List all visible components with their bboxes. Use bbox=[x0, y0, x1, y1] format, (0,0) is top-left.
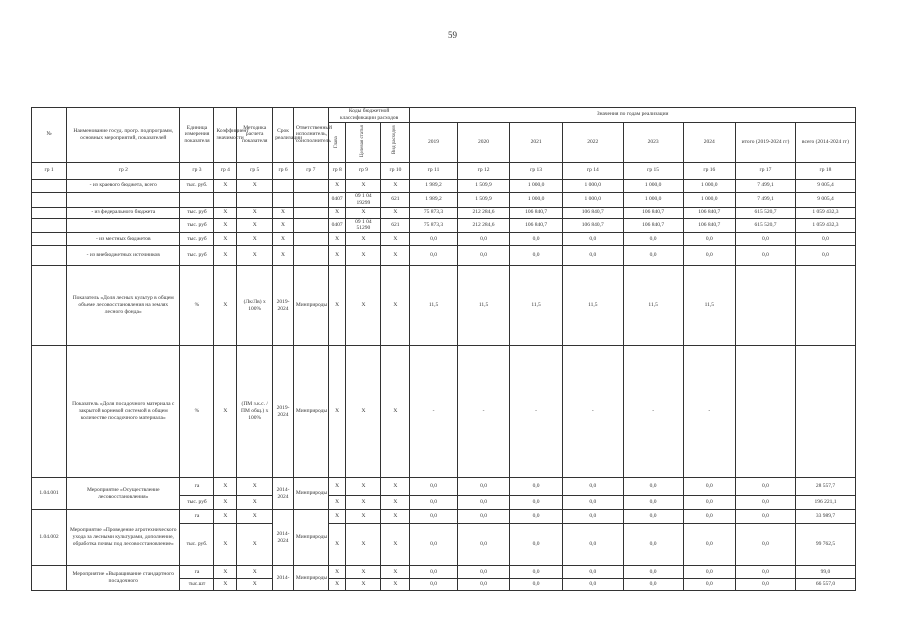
cell-value: 1 059 432,3 bbox=[795, 218, 855, 233]
cell-num bbox=[32, 233, 67, 246]
column-number-row bbox=[32, 162, 856, 179]
cell-num: 1.04.002 bbox=[32, 510, 67, 566]
cell-value: 1 000,0 bbox=[623, 179, 683, 192]
cell-value: 7 499,1 bbox=[736, 179, 796, 192]
cell-coef: X bbox=[214, 218, 237, 233]
cell-bk: X bbox=[346, 510, 381, 524]
cell-bk: 621 bbox=[381, 218, 410, 233]
cell-value: 0,0 bbox=[736, 524, 796, 566]
cell-value: 0,0 bbox=[410, 510, 457, 524]
cell-value: 0,0 bbox=[510, 478, 563, 496]
cell-bk: X bbox=[346, 266, 381, 346]
cell-value: 0,0 bbox=[562, 524, 623, 566]
cell-bk: X bbox=[346, 496, 381, 510]
cell-name: Мероприятие «Проведение агротехнического ухода за лесными культурами, дополнение, обработка почвы под лесовосстановление» bbox=[67, 510, 180, 566]
header-year-2024: 2024 bbox=[683, 122, 736, 162]
cell-value: 99 762,5 bbox=[795, 524, 855, 566]
cell-bk: 09 1 04 51290 bbox=[346, 218, 381, 233]
header-bk-chapter: Глава bbox=[328, 122, 346, 162]
cell-value: - bbox=[410, 346, 457, 478]
cell-name: Мероприятие «Выращивание стандартного посадочного bbox=[67, 566, 180, 591]
cell-bk: 0407 bbox=[328, 192, 346, 207]
header-values-group: Значения по годам реализации bbox=[410, 108, 856, 123]
cell-value: 0,0 bbox=[457, 579, 510, 591]
cell-bk: X bbox=[381, 566, 410, 579]
header-responsible: Ответственный исполнитель, соисполнитель bbox=[293, 108, 328, 163]
cell-term: X bbox=[273, 218, 294, 233]
cell-coef: X bbox=[214, 266, 237, 346]
cell-value bbox=[795, 346, 855, 478]
cell-value: 11,5 bbox=[510, 266, 563, 346]
cell-value bbox=[736, 346, 796, 478]
cell-coef: X bbox=[214, 346, 237, 478]
cell-value: 0,0 bbox=[736, 510, 796, 524]
cell-value: 0,0 bbox=[410, 566, 457, 579]
cell-value: 1 059 432,3 bbox=[795, 207, 855, 218]
cell-method: (ПМ з.к.с. / ПМ общ.) х 100% bbox=[237, 346, 273, 478]
cell-value: 106 840,7 bbox=[623, 207, 683, 218]
cell-bk: X bbox=[328, 233, 346, 246]
cell-value: 615 520,7 bbox=[736, 207, 796, 218]
cell-coef bbox=[214, 192, 237, 207]
cell-value: 0,0 bbox=[623, 478, 683, 496]
cell-method: X bbox=[237, 179, 273, 192]
cell-value: 106 840,7 bbox=[510, 207, 563, 218]
cell-coef: X bbox=[214, 524, 237, 566]
cell-value: 212 284,6 bbox=[457, 218, 510, 233]
header-total-2014-2024: всего (2014-2024 гг) bbox=[795, 122, 855, 162]
col-number: гр 1 bbox=[32, 162, 67, 179]
cell-name bbox=[67, 218, 180, 233]
cell-bk: X bbox=[328, 496, 346, 510]
cell-name: Мероприятие «Осуществление лесовосстановления» bbox=[67, 478, 180, 510]
cell-value: 0,0 bbox=[510, 510, 563, 524]
cell-value: 0,0 bbox=[457, 566, 510, 579]
cell-bk: X bbox=[381, 207, 410, 218]
cell-term: X bbox=[273, 207, 294, 218]
cell-value: 615 520,7 bbox=[736, 218, 796, 233]
cell-num bbox=[32, 246, 67, 266]
header-year-2020: 2020 bbox=[457, 122, 510, 162]
cell-resp bbox=[293, 246, 328, 266]
header-unit: Единица измерения показателя bbox=[180, 108, 214, 163]
cell-value: 0,0 bbox=[510, 524, 563, 566]
cell-resp bbox=[293, 233, 328, 246]
cell-term: X bbox=[273, 246, 294, 266]
cell-value: 106 840,7 bbox=[623, 218, 683, 233]
cell-method: X bbox=[237, 233, 273, 246]
cell-value: 0,0 bbox=[623, 524, 683, 566]
cell-num: 1.04.001 bbox=[32, 478, 67, 510]
cell-value: 75 873,3 bbox=[410, 207, 457, 218]
cell-bk: X bbox=[381, 266, 410, 346]
cell-bk: X bbox=[328, 266, 346, 346]
header-year-2021: 2021 bbox=[510, 122, 563, 162]
cell-resp: Минприроды bbox=[293, 566, 328, 591]
cell-value: 0,0 bbox=[683, 524, 736, 566]
header-bk-section: Целевая статья bbox=[346, 122, 381, 162]
cell-term bbox=[273, 192, 294, 207]
cell-bk: X bbox=[381, 179, 410, 192]
cell-bk: X bbox=[381, 524, 410, 566]
cell-value: - bbox=[457, 346, 510, 478]
cell-term: 2014-2024 bbox=[273, 478, 294, 510]
col-number: гр 14 bbox=[562, 162, 623, 179]
cell-method: X bbox=[237, 218, 273, 233]
table-row bbox=[32, 207, 856, 218]
cell-value: 1 000,0 bbox=[683, 192, 736, 207]
cell-value: 0,0 bbox=[683, 478, 736, 496]
cell-name bbox=[67, 192, 180, 207]
cell-value: 0,0 bbox=[683, 579, 736, 591]
cell-value: 212 284,6 bbox=[457, 207, 510, 218]
indicator-row bbox=[32, 346, 856, 478]
cell-resp bbox=[293, 218, 328, 233]
cell-bk: X bbox=[328, 478, 346, 496]
cell-value: 0,0 bbox=[562, 233, 623, 246]
cell-num bbox=[32, 179, 67, 192]
cell-bk: X bbox=[346, 579, 381, 591]
cell-bk: X bbox=[328, 207, 346, 218]
cell-unit: га bbox=[180, 478, 214, 496]
cell-value: 0,0 bbox=[510, 496, 563, 510]
cell-value: 0,0 bbox=[736, 478, 796, 496]
cell-resp: Минприроды bbox=[293, 510, 328, 566]
cell-method: X bbox=[237, 566, 273, 579]
cell-unit: тыс.шт bbox=[180, 579, 214, 591]
cell-value: 0,0 bbox=[683, 246, 736, 266]
header-name: Наименование госуд. прогр. подпрограмм, основных мероприятий, показателей bbox=[67, 108, 180, 163]
cell-value: 0,0 bbox=[562, 510, 623, 524]
col-number: гр 3 bbox=[180, 162, 214, 179]
cell-value: 11,5 bbox=[683, 266, 736, 346]
cell-value: - bbox=[562, 346, 623, 478]
cell-method: (Лк/Лв) х 100% bbox=[237, 266, 273, 346]
cell-value bbox=[795, 266, 855, 346]
cell-value: 0,0 bbox=[562, 246, 623, 266]
header-method: Методика расчета показателя bbox=[237, 108, 273, 163]
cell-value: 0,0 bbox=[736, 579, 796, 591]
header-coef: Коэффициент значимости bbox=[214, 108, 237, 163]
cell-value: 0,0 bbox=[510, 566, 563, 579]
col-number: гр 8 bbox=[328, 162, 346, 179]
cell-term: 2019-2024 bbox=[273, 346, 294, 478]
cell-bk: X bbox=[346, 566, 381, 579]
cell-value: 0,0 bbox=[410, 478, 457, 496]
cell-value: 0,0 bbox=[510, 579, 563, 591]
cell-value: 106 840,7 bbox=[683, 207, 736, 218]
cell-value: 0,0 bbox=[457, 524, 510, 566]
cell-value: 7 499,1 bbox=[736, 192, 796, 207]
cell-value: 0,0 bbox=[736, 496, 796, 510]
cell-value: 106 840,7 bbox=[562, 218, 623, 233]
cell-bk: X bbox=[346, 233, 381, 246]
cell-value: 0,0 bbox=[683, 566, 736, 579]
cell-unit: га bbox=[180, 510, 214, 524]
cell-value: 11,5 bbox=[623, 266, 683, 346]
cell-value: 0,0 bbox=[795, 233, 855, 246]
cell-value: 0,0 bbox=[410, 496, 457, 510]
cell-value: 0,0 bbox=[410, 233, 457, 246]
cell-value: 0,0 bbox=[457, 478, 510, 496]
cell-value: 9 005,4 bbox=[795, 179, 855, 192]
cell-value: 0,0 bbox=[510, 246, 563, 266]
cell-value: 0,0 bbox=[683, 510, 736, 524]
cell-coef: X bbox=[214, 496, 237, 510]
cell-value: 11,5 bbox=[457, 266, 510, 346]
cell-name: - из внебюджетных источников bbox=[67, 246, 180, 266]
cell-unit: тыс. руб bbox=[180, 207, 214, 218]
cell-method: X bbox=[237, 579, 273, 591]
cell-unit: тыс. руб. bbox=[180, 524, 214, 566]
cell-term: 2014-2024 bbox=[273, 510, 294, 566]
cell-unit: тыс. руб bbox=[180, 218, 214, 233]
col-number: гр 15 bbox=[623, 162, 683, 179]
cell-unit: тыс. руб bbox=[180, 496, 214, 510]
col-number: гр 17 bbox=[736, 162, 796, 179]
cell-method: X bbox=[237, 510, 273, 524]
cell-num bbox=[32, 346, 67, 478]
cell-value: 1 989,2 bbox=[410, 192, 457, 207]
cell-bk: X bbox=[346, 179, 381, 192]
cell-value: 106 840,7 bbox=[562, 207, 623, 218]
cell-unit bbox=[180, 192, 214, 207]
cell-unit: тыс. руб. bbox=[180, 179, 214, 192]
cell-value: 0,0 bbox=[623, 496, 683, 510]
cell-value: 0,0 bbox=[795, 246, 855, 266]
cell-value: 0,0 bbox=[623, 246, 683, 266]
header-total-2019-2024: итого (2019-2024 гг) bbox=[736, 122, 796, 162]
cell-num bbox=[32, 207, 67, 218]
cell-num bbox=[32, 192, 67, 207]
cell-resp bbox=[293, 192, 328, 207]
cell-name: Показатель «Доля посадочного материала с закрытой корневой системой в общем количестве посадочного материала» bbox=[67, 346, 180, 478]
cell-value: 11,5 bbox=[562, 266, 623, 346]
cell-num bbox=[32, 566, 67, 591]
cell-bk: X bbox=[381, 346, 410, 478]
cell-value: - bbox=[510, 346, 563, 478]
cell-coef: X bbox=[214, 579, 237, 591]
header-term: Срок реализации bbox=[273, 108, 294, 163]
cell-bk: X bbox=[328, 246, 346, 266]
cell-value: 75 873,3 bbox=[410, 218, 457, 233]
cell-num bbox=[32, 266, 67, 346]
col-number: гр 12 bbox=[457, 162, 510, 179]
cell-bk: 0407 bbox=[328, 218, 346, 233]
cell-bk: X bbox=[328, 346, 346, 478]
col-number: гр 7 bbox=[293, 162, 328, 179]
cell-resp: Минприроды bbox=[293, 478, 328, 510]
cell-method: X bbox=[237, 524, 273, 566]
cell-value: 0,0 bbox=[562, 496, 623, 510]
cell-bk: X bbox=[381, 496, 410, 510]
page-number: 59 bbox=[448, 30, 457, 40]
cell-term bbox=[273, 179, 294, 192]
cell-resp: Минприроды bbox=[293, 266, 328, 346]
header-row-1 bbox=[32, 108, 856, 123]
cell-method: X bbox=[237, 496, 273, 510]
col-number: гр 16 bbox=[683, 162, 736, 179]
cell-term: X bbox=[273, 233, 294, 246]
cell-term: 2014- bbox=[273, 566, 294, 591]
cell-bk: X bbox=[346, 524, 381, 566]
cell-value: 0,0 bbox=[457, 246, 510, 266]
cell-bk: X bbox=[381, 579, 410, 591]
cell-bk: X bbox=[381, 233, 410, 246]
cell-coef: X bbox=[214, 566, 237, 579]
header-bk-group: Коды бюджетной классификации расходов bbox=[328, 108, 409, 123]
cell-resp bbox=[293, 207, 328, 218]
cell-coef: X bbox=[214, 207, 237, 218]
budget-table bbox=[31, 107, 856, 591]
measure-row bbox=[32, 510, 856, 524]
cell-coef: X bbox=[214, 478, 237, 496]
cell-name: - из краевого бюджета, всего bbox=[67, 179, 180, 192]
cell-value: 9 005,4 bbox=[795, 192, 855, 207]
header-num: № bbox=[32, 108, 67, 163]
cell-bk: X bbox=[346, 346, 381, 478]
cell-method bbox=[237, 192, 273, 207]
cell-value: 0,0 bbox=[410, 579, 457, 591]
cell-value: 0,0 bbox=[562, 579, 623, 591]
cell-value: 1 509,9 bbox=[457, 192, 510, 207]
cell-unit: тыс. руб bbox=[180, 246, 214, 266]
col-number: гр 9 bbox=[346, 162, 381, 179]
cell-value: 11,5 bbox=[410, 266, 457, 346]
cell-bk: X bbox=[381, 510, 410, 524]
cell-term: 2019-2024 bbox=[273, 266, 294, 346]
cell-bk: 621 bbox=[381, 192, 410, 207]
cell-value: 1 000,0 bbox=[683, 179, 736, 192]
cell-value: 0,0 bbox=[623, 233, 683, 246]
cell-coef: X bbox=[214, 179, 237, 192]
cell-bk: X bbox=[328, 579, 346, 591]
header-year-2022: 2022 bbox=[562, 122, 623, 162]
cell-resp: Минприроды bbox=[293, 346, 328, 478]
cell-value: 0,0 bbox=[683, 496, 736, 510]
cell-value: 0,0 bbox=[510, 233, 563, 246]
cell-bk: X bbox=[381, 478, 410, 496]
indicator-row bbox=[32, 266, 856, 346]
cell-bk: X bbox=[381, 246, 410, 266]
cell-value: 0,0 bbox=[410, 524, 457, 566]
col-number: гр 18 bbox=[795, 162, 855, 179]
table-row bbox=[32, 233, 856, 246]
header-year-2023: 2023 bbox=[623, 122, 683, 162]
cell-method: X bbox=[237, 246, 273, 266]
cell-resp bbox=[293, 179, 328, 192]
cell-value: 0,0 bbox=[457, 510, 510, 524]
cell-value: 0,0 bbox=[623, 579, 683, 591]
cell-bk: X bbox=[328, 524, 346, 566]
col-number: гр 5 bbox=[237, 162, 273, 179]
cell-coef: X bbox=[214, 510, 237, 524]
cell-unit: % bbox=[180, 346, 214, 478]
cell-value: 66 557,0 bbox=[795, 579, 855, 591]
col-number: гр 2 bbox=[67, 162, 180, 179]
cell-bk: X bbox=[328, 179, 346, 192]
table-row bbox=[32, 192, 856, 207]
measure-row bbox=[32, 478, 856, 496]
cell-method: X bbox=[237, 478, 273, 496]
cell-bk: X bbox=[346, 246, 381, 266]
cell-value: 0,0 bbox=[683, 233, 736, 246]
header-bk-type: Вид расходов bbox=[381, 122, 410, 162]
cell-value: - bbox=[623, 346, 683, 478]
cell-coef: X bbox=[214, 233, 237, 246]
cell-unit: га bbox=[180, 566, 214, 579]
cell-bk: 09 1 04 19299 bbox=[346, 192, 381, 207]
cell-value: 106 840,7 bbox=[510, 218, 563, 233]
cell-value: 1 989,2 bbox=[410, 179, 457, 192]
cell-name: - из местных бюджетов bbox=[67, 233, 180, 246]
cell-value: 99,0 bbox=[795, 566, 855, 579]
cell-bk: X bbox=[328, 510, 346, 524]
cell-name: Показатель «Доля лесных культур в общем объеме лесовосстановления на землях лесного фонда» bbox=[67, 266, 180, 346]
cell-unit: % bbox=[180, 266, 214, 346]
cell-value: 0,0 bbox=[623, 566, 683, 579]
cell-value bbox=[736, 266, 796, 346]
col-number: гр 6 bbox=[273, 162, 294, 179]
cell-name: - из федерального бюджета bbox=[67, 207, 180, 218]
cell-value: 1 000,0 bbox=[562, 179, 623, 192]
header-year-2019: 2019 bbox=[410, 122, 457, 162]
cell-value: 1 000,0 bbox=[510, 179, 563, 192]
col-number: гр 4 bbox=[214, 162, 237, 179]
cell-value: - bbox=[683, 346, 736, 478]
cell-value: 1 000,0 bbox=[510, 192, 563, 207]
table-row bbox=[32, 218, 856, 233]
col-number: гр 11 bbox=[410, 162, 457, 179]
cell-value: 0,0 bbox=[457, 496, 510, 510]
table-row bbox=[32, 179, 856, 192]
table-row bbox=[32, 246, 856, 266]
cell-value: 33 989,7 bbox=[795, 510, 855, 524]
cell-value: 0,0 bbox=[736, 566, 796, 579]
col-number: гр 13 bbox=[510, 162, 563, 179]
cell-value: 0,0 bbox=[736, 246, 796, 266]
cell-num bbox=[32, 218, 67, 233]
cell-value: 28 557,7 bbox=[795, 478, 855, 496]
cell-value: 0,0 bbox=[736, 233, 796, 246]
cell-value: 0,0 bbox=[562, 566, 623, 579]
cell-value: 0,0 bbox=[410, 246, 457, 266]
cell-bk: X bbox=[346, 207, 381, 218]
col-number: гр 10 bbox=[381, 162, 410, 179]
cell-value: 0,0 bbox=[562, 478, 623, 496]
cell-value: 0,0 bbox=[457, 233, 510, 246]
cell-bk: X bbox=[328, 566, 346, 579]
measure-row bbox=[32, 566, 856, 579]
cell-unit: тыс. руб bbox=[180, 233, 214, 246]
cell-value: 1 509,9 bbox=[457, 179, 510, 192]
cell-method: X bbox=[237, 207, 273, 218]
cell-value: 1 000,0 bbox=[562, 192, 623, 207]
cell-value: 0,0 bbox=[623, 510, 683, 524]
cell-coef: X bbox=[214, 246, 237, 266]
cell-bk: X bbox=[346, 478, 381, 496]
cell-value: 106 840,7 bbox=[683, 218, 736, 233]
cell-value: 1 000,0 bbox=[623, 192, 683, 207]
cell-value: 196 221,1 bbox=[795, 496, 855, 510]
